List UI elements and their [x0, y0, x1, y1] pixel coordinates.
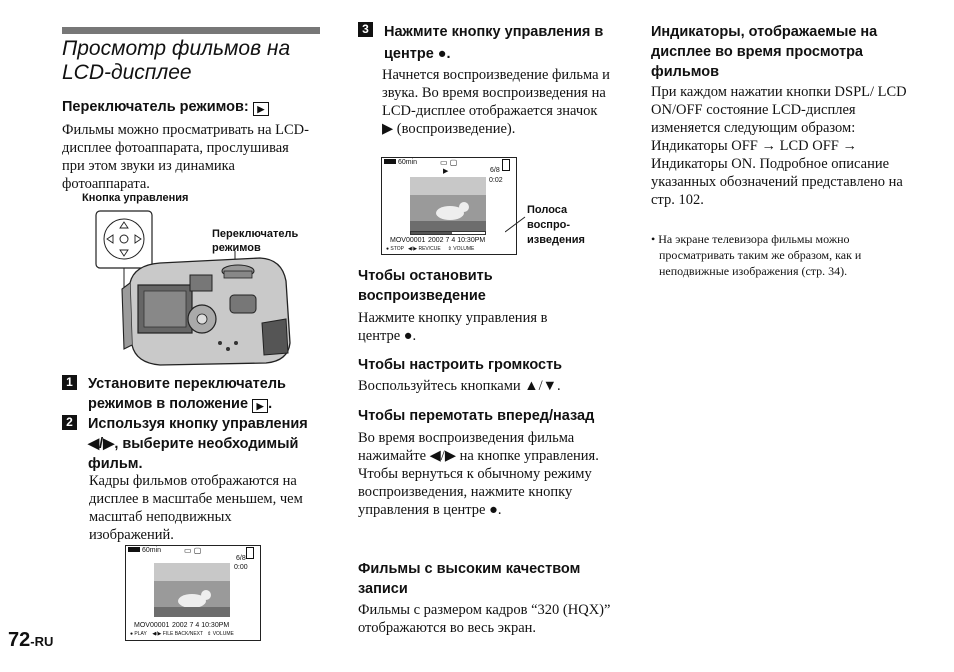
button-hints: ● PLAY ◀/▶ FILE BACK/NEXT ⇕ VOLUME	[130, 631, 234, 637]
playback-bar-label: Полоса воспро- изведения	[527, 204, 585, 246]
step-3	[358, 21, 628, 62]
movie-frame	[410, 177, 486, 231]
tv-note: • На экране телевизора фильмы можно просматривать таким же образом, как и неподвижные изображения (стр. 34).	[651, 232, 862, 278]
indicators-body: При каждом нажатии кнопки DSPL/ LCD ON/OFF состояние LCD-дисплея изменяется следующим образом: Индикаторы OFF → LCD OFF → Индикаторы ON. Подробное описание указанных обозначений представлено на стр. 102.	[651, 84, 907, 208]
date-time: 2002 7 4 10:30PM	[172, 622, 230, 629]
hq-heading: Фильмы с высоким качеством записи	[358, 561, 581, 597]
memory-icon	[246, 547, 254, 559]
indicators-heading: Индикаторы, отображаемые на дисплее во время просмотра фильмов	[651, 24, 878, 80]
file-name: MOV00001	[390, 237, 426, 244]
stop-body: Нажмите кнопку управления в центре ●.	[358, 310, 548, 344]
play-mode-icon: ▶	[253, 102, 269, 116]
step-2	[62, 414, 322, 472]
battery-indicator: 60min	[141, 547, 162, 554]
intro-text: Фильмы можно просматривать на LCD-дисплее фотоаппарата, прослушивая при этом звуки из динамика фотоаппарата.	[62, 122, 309, 192]
camera-illustration	[90, 203, 300, 373]
step-2-text: Используя кнопку управления ◀/▶, выберите необходимый фильм.	[88, 416, 308, 472]
lcd-screen-index	[125, 545, 261, 641]
playback-bar-leader	[505, 215, 527, 235]
playback-bar	[410, 231, 486, 235]
label-control-button: Кнопка управления	[82, 192, 189, 204]
lcd-screen-playback	[381, 157, 517, 255]
movie-icon: ▭ ▢	[440, 158, 458, 167]
image-count: 6/8	[490, 167, 500, 174]
step-1-number: 1	[62, 375, 77, 390]
file-name: MOV00001	[134, 622, 170, 629]
mode-heading: Переключатель режимов: ▶	[62, 97, 332, 117]
step-1: 1 Установите переключатель режимов в положение ▶ .	[62, 374, 322, 392]
battery-indicator: 60min	[397, 159, 418, 166]
stop-heading: Чтобы остановить воспроизведение	[358, 268, 493, 304]
date-time: 2002 7 4 10:30PM	[428, 237, 486, 244]
memory-icon	[502, 159, 510, 171]
step-3-number: 3	[358, 22, 373, 37]
rewind-body: Во время воспроизведения фильма нажимайте ◀/▶ на кнопке управления. Чтобы вернуться к обычному режиму воспроизведения, нажмите кнопку управления в центре ●.	[358, 430, 599, 518]
page-title: Просмотр фильмов на LCD-дисплее	[62, 37, 291, 84]
step-2-number: 2	[62, 415, 77, 430]
button-hints: ● STOP ◀/▶ REV/CUE ⇕ VOLUME	[386, 246, 475, 252]
step-3-body: Начнется воспроизведение фильма и звука. Во время воспроизведения на LCD-дисплее отображается значок ▶ (воспроизведение).	[382, 67, 610, 137]
label-mode-switch: Переключатель режимов	[212, 228, 299, 254]
image-count: 6/8	[236, 555, 246, 562]
step-2-body: Кадры фильмов отображаются на дисплее в масштабе меньшем, чем масштаб неподвижных изображений.	[89, 473, 303, 543]
play-indicator-icon: ▶	[443, 168, 449, 175]
play-mode-icon-step1: ▶	[252, 399, 268, 413]
hq-body: Фильмы с размером кадров “320 (HQX)” отображаются во весь экран.	[358, 602, 611, 636]
volume-body: Воспользуйтесь кнопками ▲/▼.	[358, 378, 561, 394]
elapsed-time: 0:00	[234, 564, 248, 571]
rewind-heading: Чтобы перемотать вперед/назад	[358, 408, 595, 424]
page-number: 72-RU	[8, 629, 54, 651]
step-3-text: Нажмите кнопку управления в центре ●.	[384, 24, 604, 62]
movie-thumbnail	[154, 563, 230, 617]
movie-icon: ▭ ▢	[184, 546, 202, 555]
volume-heading: Чтобы настроить громкость	[358, 357, 563, 373]
title-rule	[62, 27, 320, 34]
elapsed-time: 0:02	[489, 177, 503, 184]
step-1-text: Установите переключатель режимов в положение	[88, 376, 286, 412]
